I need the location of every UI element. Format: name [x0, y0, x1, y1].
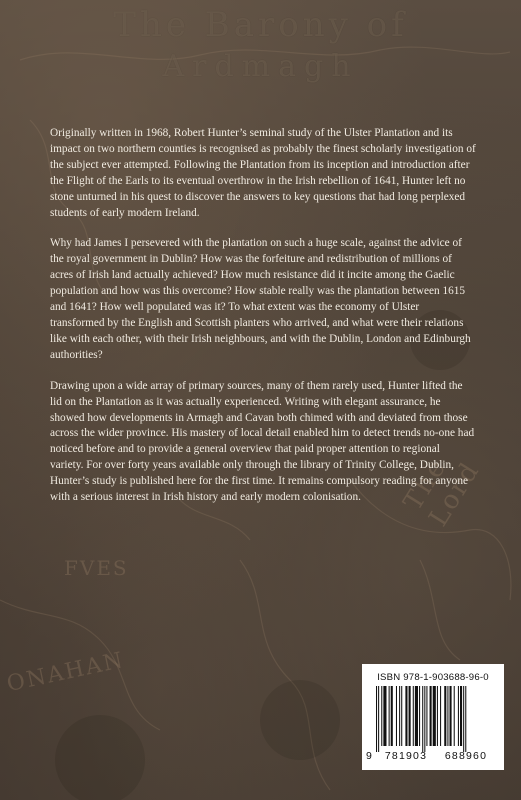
- map-label-lord: The Lord: [398, 452, 486, 532]
- map-title: [0, 4, 521, 88]
- isbn-label: ISBN 978-1-903688-96-0: [377, 672, 489, 683]
- barcode-bar: [409, 686, 411, 746]
- barcode-bar: [426, 686, 427, 746]
- barcode-digits-group-2: 688960: [444, 750, 488, 762]
- back-cover-blurb: [50, 126, 476, 521]
- barcode-digit-prefix: 9: [366, 750, 372, 762]
- barcode-bar: [401, 686, 402, 746]
- barcode-bar: [424, 686, 425, 752]
- barcode-bar: [460, 686, 462, 746]
- barcode-bar: [440, 686, 441, 746]
- barcode-bar: [396, 686, 397, 746]
- barcode-bar: [399, 686, 400, 746]
- barcode-bar: [447, 686, 448, 746]
- barcode-bar: [405, 686, 407, 746]
- blurb-paragraph-3: Drawing upon a wide array of primary sources, many of them rarely used, Hunter lifted the lid on the Plantation as it was actually experienced. Writing with elegant assurance, he showed how developments in Armagh and Cavan both chimed with and deviated from those across the wider province. His mastery of local detail enabled him to detect trends no-one had noticed before and to provide a general overview that paid proper attention to regional variety. For over forty years available only through the library of Trinity College, Dublin, Hunter’s study is published here for the first time. It remains compulsory reading for anyone with a serious interest in Irish history and early modern colonisation.: [50, 379, 475, 504]
- blurb-paragraph-2: Why had James I persevered with the plantation on such a huge scale, against the advice of the royal government in Dublin? How was the forfeiture and redistribution of millions of acres of Irish land actually achieved? How much resistance did it incite among the Gaelic population and how was this overcome? How stable really was the plantation between 1615 and 1641? How well populated was it? To what extent was the economy of Ulster transformed by the English and Scottish planters who arrived, and what were their relations like with each other, with their Irish neighbours, and with the Dublin, London and Edinburgh authorities?: [50, 237, 471, 361]
- barcode-bar: [391, 686, 393, 746]
- barcode-bar: [458, 686, 459, 746]
- barcode-bar: [463, 686, 464, 752]
- isbn-barcode: [362, 664, 504, 770]
- barcode-digits-group-1: 781903: [384, 750, 428, 762]
- barcode-bar: [422, 686, 423, 752]
- barcode-bar: [465, 686, 466, 752]
- barcode-bar: [430, 686, 432, 746]
- map-label-onahan: ONAHAN: [4, 647, 127, 698]
- barcode-digits: [366, 750, 502, 762]
- barcode-bar: [383, 686, 386, 746]
- barcode-bar: [415, 686, 418, 746]
- barcode-bar: [437, 686, 438, 746]
- barcode-bar: [389, 686, 390, 746]
- barcode-bar: [450, 686, 452, 746]
- barcode-bar: [444, 686, 446, 746]
- map-label-fves: FVES: [64, 556, 129, 580]
- barcode-bars: [374, 686, 496, 752]
- barcode-bar: [413, 686, 414, 746]
- barcode-bar: [433, 686, 436, 746]
- blurb-paragraph-1: Originally written in 1968, Robert Hunter’s seminal study of the Ulster Plantation and its impact on two northern counties is recognised as probably the finest scholarly investigation of the subject ever attempted. Following the Plantation from its inception and introduction after the Flight of the Earls to its eventual overthrow in the Irish rebellion of 1641, Hunter left no stone unturned in his quest to discover the answers to key questions that had long perplexed students of early modern Ireland.: [50, 127, 476, 219]
- barcode-bar: [419, 686, 420, 746]
- barcode-bar: [376, 686, 377, 752]
- map-title-line1: The Barony of: [113, 5, 408, 45]
- map-title-line2: Ardmagh: [162, 49, 359, 84]
- barcode-bar: [381, 686, 382, 746]
- barcode-bar: [378, 686, 379, 752]
- barcode-bar: [454, 686, 455, 746]
